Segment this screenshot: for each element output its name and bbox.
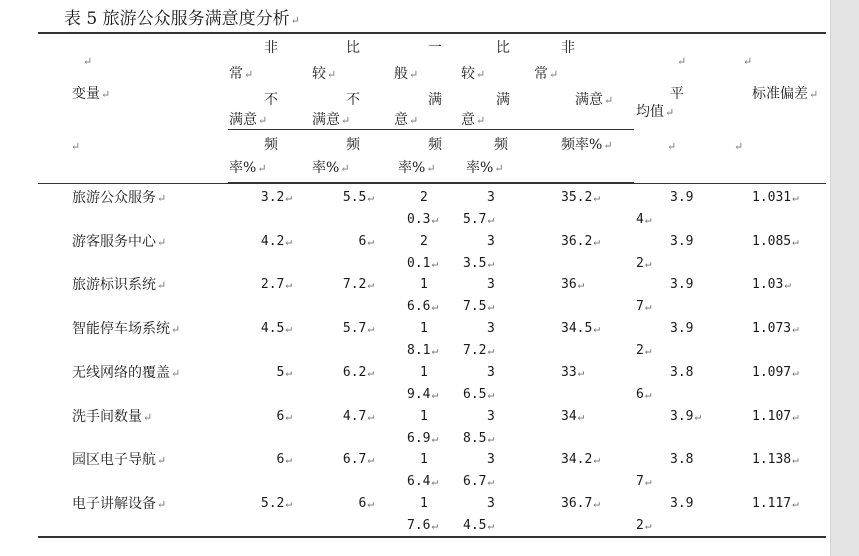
- cell-c4a: 3: [487, 321, 495, 337]
- cell-c3b: 6.6↵: [407, 299, 439, 315]
- header-vs-1: 非: [561, 40, 575, 56]
- header-vs-3: 满意: [575, 92, 603, 108]
- cell-c1: 4.5↵: [260, 321, 292, 337]
- cell-mean: 3.9↵: [670, 408, 702, 424]
- header-vs-2: 常: [534, 66, 548, 82]
- cell-c3a: 1: [420, 495, 428, 511]
- cell-mean: 3.9: [670, 495, 694, 511]
- cell-c1: 4.2↵: [260, 233, 292, 249]
- cell-mean-tail: 4↵: [636, 212, 652, 227]
- cell-c3a: 1: [420, 364, 428, 380]
- header-vu-2: 常: [229, 66, 243, 82]
- cell-name: 旅游标识系统↵: [72, 277, 167, 294]
- header-rate-2: 率%: [312, 160, 340, 176]
- header-rate-1: 率%: [229, 160, 257, 176]
- cell-name: 电子讲解设备↵: [72, 495, 167, 512]
- cell-c4b: 8.5↵: [463, 430, 495, 446]
- header-freq-4: 频: [494, 137, 508, 153]
- cell-sd: 1.03↵: [752, 277, 791, 293]
- cell-mean: 3.8: [670, 364, 694, 380]
- cell-c4b: 4.5↵: [463, 517, 495, 533]
- cell-mean: 3.9: [670, 233, 694, 249]
- cell-c2: 6.7↵: [342, 452, 374, 468]
- top-rule: [38, 32, 826, 34]
- cell-name: 洗手间数量↵: [72, 408, 153, 425]
- cell-c1: 3.2↵: [260, 190, 292, 205]
- header-n-3: 满: [428, 92, 442, 108]
- header-sd: 标准偏差: [752, 86, 808, 102]
- cell-name: 智能停车场系统↵: [72, 321, 181, 338]
- cell-mean: 3.9: [670, 321, 694, 337]
- cell-mean-tail: 2↵: [636, 343, 652, 359]
- cell-mean-tail: 2↵: [636, 517, 652, 533]
- cell-c5: 36↵: [561, 277, 585, 293]
- header-s-2: 较: [461, 66, 475, 82]
- cell-c4b: 3.5↵: [463, 255, 495, 271]
- cell-c5: 36.7↵: [561, 495, 600, 511]
- header-mean-2: 均值: [636, 104, 664, 120]
- header-freq-1: 频: [264, 137, 278, 153]
- header-n-1: 一: [428, 40, 442, 56]
- header-rate-4: 率%: [466, 160, 494, 176]
- cell-c4b: 6.7↵: [463, 474, 495, 490]
- cell-c4a: 3: [487, 190, 495, 205]
- header-s-1: 比: [496, 40, 510, 56]
- cell-c4a: 3: [487, 364, 495, 380]
- header-s-4: 意: [461, 112, 475, 128]
- header-sub-rule-1: [228, 129, 634, 130]
- caption-text: 表 5 旅游公众服务满意度分析: [64, 9, 290, 29]
- table-caption: 表 5 旅游公众服务满意度分析↵: [64, 9, 300, 29]
- cell-mean-tail: 7↵: [636, 299, 652, 315]
- header-freq-3: 频: [428, 137, 442, 153]
- cell-mean-tail: 7↵: [636, 474, 652, 490]
- cell-mean-tail: 6↵: [636, 386, 652, 402]
- cell-c4a: 3: [487, 233, 495, 249]
- cell-c3a: 1: [420, 321, 428, 337]
- cell-c3b: 7.6↵: [407, 517, 439, 533]
- cell-name: 园区电子导航↵: [72, 452, 167, 469]
- header-freq-2: 频: [346, 137, 360, 153]
- cell-c4a: 3: [487, 452, 495, 468]
- cell-c2: 6.2↵: [342, 364, 374, 380]
- cell-c2: 6↵: [358, 233, 374, 249]
- cell-c4b: 7.5↵: [463, 299, 495, 315]
- header-u-2: 较: [312, 66, 326, 82]
- header-mean-1: 平: [670, 86, 684, 102]
- cell-c2: 6↵: [358, 495, 374, 511]
- cell-sd: 1.073↵: [752, 321, 799, 337]
- cell-c3a: 1: [420, 452, 428, 468]
- header-u-1: 比: [346, 40, 360, 56]
- header-vu-4: 满意: [229, 112, 257, 128]
- cell-c5: 36.2↵: [561, 233, 600, 249]
- cell-c5: 34↵: [561, 408, 585, 424]
- header-u-3: 不: [346, 92, 360, 108]
- cell-mean: 3.9: [670, 190, 694, 205]
- header-u-4: 满意: [312, 112, 340, 128]
- cell-c5: 35.2↵: [561, 190, 600, 205]
- cell-sd: 1.085↵: [752, 233, 799, 249]
- header-variable: 变量: [72, 86, 100, 102]
- cell-name: 无线网络的覆盖↵: [72, 364, 181, 381]
- header-n-4: 意: [394, 112, 408, 128]
- header-s-3: 满: [496, 92, 510, 108]
- cell-c4b: 5.7↵: [463, 212, 495, 227]
- cell-c4a: 3: [487, 495, 495, 511]
- cell-c5: 34.5↵: [561, 321, 600, 337]
- vertical-scrollbar[interactable]: [830, 0, 859, 556]
- cell-name: 游客服务中心↵: [72, 233, 167, 250]
- cell-c2: 7.2↵: [342, 277, 374, 293]
- cell-c4a: 3: [487, 277, 495, 293]
- cell-c3b: 9.4↵: [407, 386, 439, 402]
- cell-c5: 33↵: [561, 364, 585, 380]
- cell-sd: 1.107↵: [752, 408, 799, 424]
- cell-c4b: 7.2↵: [463, 343, 495, 359]
- cell-c1: 5↵: [276, 364, 292, 380]
- cell-c1: 6↵: [276, 408, 292, 424]
- cell-c3a: 1: [420, 277, 428, 293]
- cell-c1: 5.2↵: [260, 495, 292, 511]
- cell-c5: 34.2↵: [561, 452, 600, 468]
- header-bottom-rule: [38, 183, 826, 184]
- cell-c2: 4.7↵: [342, 408, 374, 424]
- header-n-2: 般: [394, 66, 408, 82]
- cell-c3a: 2: [420, 233, 428, 249]
- header-vu-3: 不: [264, 92, 278, 108]
- cell-c1: 6↵: [276, 452, 292, 468]
- cell-c2: 5.5↵: [342, 190, 374, 205]
- cell-c3b: 6.4↵: [407, 474, 439, 490]
- header-rate-3: 率%: [398, 160, 426, 176]
- cell-c3b: 6.9↵: [407, 430, 439, 446]
- header-rate-5: 率%: [575, 137, 603, 153]
- cell-c2: 5.7↵: [342, 321, 374, 337]
- cell-c4a: 3: [487, 408, 495, 424]
- cell-sd: 1.138↵: [752, 452, 799, 468]
- cell-c3a: 2: [420, 190, 428, 205]
- cell-mean-tail: 2↵: [636, 255, 652, 271]
- cell-c3a: 1: [420, 408, 428, 424]
- cell-c3b: 0.1↵: [407, 255, 439, 271]
- cell-sd: 1.097↵: [752, 364, 799, 380]
- header-vu-1: 非: [264, 40, 278, 56]
- cell-mean: 3.9: [670, 277, 694, 293]
- cell-sd: 1.031↵: [752, 190, 799, 205]
- cell-sd: 1.117↵: [752, 495, 799, 511]
- cell-c4b: 6.5↵: [463, 386, 495, 402]
- cell-name: 旅游公众服务↵: [72, 190, 167, 206]
- cell-mean: 3.8: [670, 452, 694, 468]
- cell-c1: 2.7↵: [260, 277, 292, 293]
- cell-c3b: 8.1↵: [407, 343, 439, 359]
- header-freq-5: 频: [561, 137, 575, 153]
- cell-c3b: 0.3↵: [407, 212, 439, 227]
